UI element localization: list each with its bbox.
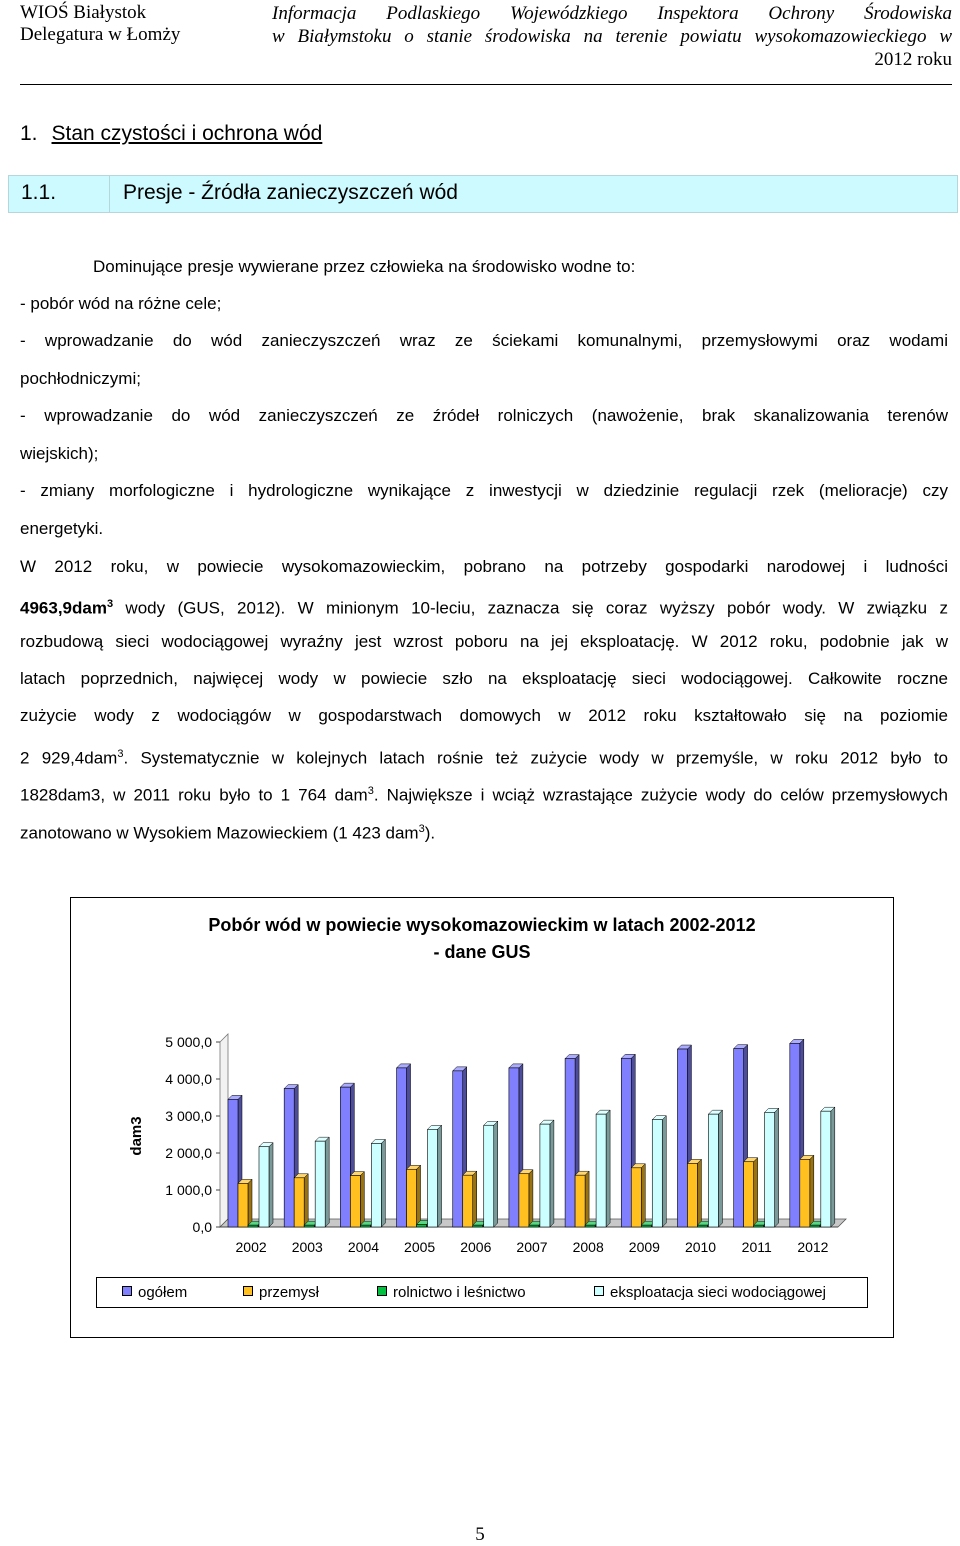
bar-side xyxy=(269,1143,273,1227)
unit-superscript: 3 xyxy=(418,823,425,835)
unit-superscript: 3 xyxy=(106,598,114,610)
x-tick-label: 2012 xyxy=(797,1239,829,1255)
bar xyxy=(810,1225,820,1227)
bullet-2-line1: - wprowadzanie do wód zanieczyszczeń wraz ze ściekami komunalnymi, przemysłowymi oraz wodami xyxy=(20,331,948,350)
x-tick-label: 2005 xyxy=(404,1239,436,1255)
bar-side xyxy=(248,1179,252,1227)
bar-side xyxy=(550,1120,554,1227)
y-axis-label: dam3 xyxy=(128,1116,145,1156)
bar xyxy=(397,1068,407,1227)
paragraph-line7-text-b: . Największe i wciąż wzrastające zużycie wody do celów przemysłowych xyxy=(373,785,948,805)
bar xyxy=(350,1176,360,1227)
y-tick-label: 3 000,0 xyxy=(165,1108,212,1124)
legend-swatch-industry xyxy=(243,1286,253,1296)
bar xyxy=(371,1143,381,1227)
bar-side xyxy=(360,1172,364,1227)
bar xyxy=(453,1071,463,1227)
bar-side xyxy=(438,1125,442,1227)
bar-side xyxy=(417,1165,421,1227)
unit-superscript: 3 xyxy=(117,748,124,760)
bar xyxy=(407,1169,417,1227)
bar-side xyxy=(697,1159,701,1227)
paragraph-line3: rozbudową sieci wodociągowej wyraźny jest wzrost poboru na jej eksploatację. W 2012 roku, podobnie jak w xyxy=(20,632,948,651)
bullet-2-line2: pochłodniczymi; xyxy=(20,369,141,388)
bar xyxy=(754,1225,764,1227)
chart-legend xyxy=(96,1277,868,1308)
header-org-line2: Delegatura w Łomży xyxy=(20,24,181,45)
page-number: 5 xyxy=(475,1524,485,1545)
bar xyxy=(800,1159,810,1227)
legend-swatch-total xyxy=(122,1286,132,1296)
bar xyxy=(473,1225,483,1227)
paragraph-line8-text-b: ). xyxy=(424,823,436,843)
legend-label-agriculture: rolnictwo i leśnictwo xyxy=(393,1284,526,1301)
x-tick-label: 2004 xyxy=(347,1239,380,1255)
x-tick-label: 2011 xyxy=(741,1239,772,1255)
legend-label-industry: przemysł xyxy=(259,1284,320,1301)
bar-side xyxy=(754,1158,758,1227)
x-tick-label: 2006 xyxy=(460,1239,492,1255)
bar-side xyxy=(606,1110,610,1227)
bar xyxy=(641,1225,651,1227)
bar xyxy=(565,1059,575,1227)
subsection-title: Presje - Źródła zanieczyszczeń wód xyxy=(123,181,458,204)
section-title: Stan czystości i ochrona wód xyxy=(51,122,323,145)
bullet-4-line2: energetyki. xyxy=(20,519,104,538)
bullet-3-line2: wiejskich); xyxy=(20,444,99,463)
x-tick-label: 2003 xyxy=(291,1239,323,1255)
bar-side xyxy=(810,1155,814,1227)
bar xyxy=(734,1049,744,1227)
bar-side xyxy=(529,1170,533,1227)
bar xyxy=(540,1124,550,1227)
paragraph-line1: W 2012 roku, w powiecie wysokomazowieckim, pobrano na potrzeby gospodarki narodowej i ludności xyxy=(20,557,948,576)
bar-side xyxy=(585,1171,589,1227)
y-tick-label: 0,0 xyxy=(192,1219,212,1235)
legend-swatch-agriculture xyxy=(377,1286,387,1296)
section-number: 1. xyxy=(20,122,38,145)
bar xyxy=(248,1225,258,1227)
x-tick-label: 2008 xyxy=(572,1239,604,1255)
bar xyxy=(360,1225,370,1227)
header-doc-line3: 2012 roku xyxy=(874,49,952,70)
bar xyxy=(821,1111,831,1227)
bar xyxy=(708,1114,718,1227)
bar xyxy=(790,1043,800,1227)
bar xyxy=(621,1058,631,1227)
bar-side xyxy=(325,1137,329,1227)
legend-label-total: ogółem xyxy=(138,1284,188,1301)
y-tick-label: 2 000,0 xyxy=(165,1145,212,1161)
bar-side xyxy=(381,1139,385,1227)
bar xyxy=(519,1174,529,1227)
bar xyxy=(687,1163,697,1227)
bar-side xyxy=(831,1107,835,1227)
unit-superscript: 3 xyxy=(367,785,374,797)
bar xyxy=(484,1125,494,1227)
y-tick-label: 4 000,0 xyxy=(165,1071,212,1087)
paragraph-line4: latach poprzednich, najwięcej wody w powiecie szło na eksploatację sieci wodociągowej. Całkowite roczne xyxy=(20,669,948,688)
bar-side xyxy=(494,1121,498,1227)
header-doc-line1: Informacja Podlaskiego Wojewódzkiego Inspektora Ochrony Środowiska xyxy=(272,3,952,24)
x-tick-label: 2009 xyxy=(628,1239,660,1255)
paragraph-line6-text: . Systematycznie w kolejnych latach rośnie też zużycie wody w przemyśle, w roku 2012 było to xyxy=(123,748,948,768)
bar xyxy=(744,1162,754,1227)
bullet-1: - pobór wód na różne cele; xyxy=(20,294,222,313)
x-tick-label: 2002 xyxy=(235,1239,267,1255)
x-tick-label: 2007 xyxy=(516,1239,548,1255)
legend-item-total xyxy=(122,1284,187,1301)
subsection-number: 1.1. xyxy=(21,181,57,204)
bar xyxy=(596,1114,606,1227)
bar xyxy=(575,1175,585,1227)
chart-title-line1: Pobór wód w powiecie wysokomazowieckim w latach 2002-2012 xyxy=(208,915,756,935)
bar xyxy=(428,1129,438,1227)
legend-item-water-network xyxy=(594,1284,826,1301)
bar-side xyxy=(718,1110,722,1227)
bar xyxy=(652,1120,662,1227)
legend-swatch-water-network xyxy=(594,1286,604,1296)
bar xyxy=(315,1141,325,1227)
y-tick-label: 5 000,0 xyxy=(165,1034,212,1050)
bar xyxy=(529,1225,539,1227)
bar xyxy=(340,1087,350,1227)
bar-side xyxy=(304,1174,308,1227)
bullet-4-line1: - zmiany morfologiczne i hydrologiczne wynikające z inwestycji w dziedzinie regulacji rzek (melioracje) czy xyxy=(20,481,948,500)
paragraph-line2-text: wody (GUS, 2012). W minionym 10-leciu, zaznacza się coraz wyższy pobór wody. W związku z xyxy=(113,598,948,618)
bar-side xyxy=(473,1171,477,1227)
household-usage-value: 2 929,4dam xyxy=(20,748,118,768)
paragraph-line8-text-a: zanotowano w Wysokiem Mazowieckiem (1 423 dam xyxy=(20,823,419,843)
bar xyxy=(294,1178,304,1227)
y-tick-label: 1 000,0 xyxy=(165,1182,212,1198)
bullet-3-line1: - wprowadzanie do wód zanieczyszczeń ze źródeł rolniczych (nawożenie, brak skanalizowania terenów xyxy=(20,406,948,425)
bar xyxy=(284,1089,294,1227)
bar xyxy=(238,1183,248,1227)
bar xyxy=(228,1099,238,1227)
bar xyxy=(259,1147,269,1227)
bar xyxy=(509,1068,519,1227)
legend-label-water-network: eksploatacja sieci wodociągowej xyxy=(610,1284,826,1301)
paragraph-line7-text-a: 1828dam3, w 2011 roku było to 1 764 dam xyxy=(20,785,368,805)
bar xyxy=(304,1225,314,1227)
bar-side xyxy=(662,1116,666,1227)
intro-text: Dominujące presje wywierane przez człowieka na środowisko wodne to: xyxy=(93,257,636,276)
legend-item-agriculture xyxy=(377,1284,526,1301)
paragraph-line5: zużycie wody z wodociągów w gospodarstwach domowych w 2012 roku kształtowało się na poziomie xyxy=(20,706,948,725)
legend-item-industry xyxy=(243,1284,319,1301)
chart-side-wall xyxy=(220,1034,228,1227)
chart-title-line2: - dane GUS xyxy=(433,942,531,962)
bar xyxy=(585,1225,595,1227)
bar-side xyxy=(641,1164,645,1227)
bar xyxy=(417,1224,427,1227)
bar xyxy=(631,1168,641,1227)
bar xyxy=(765,1112,775,1227)
bar xyxy=(697,1225,707,1227)
header-org-line1: WIOŚ Białystok xyxy=(20,2,147,23)
bar xyxy=(463,1175,473,1227)
header-doc-line2: w Białymstoku o stanie środowiska na terenie powiatu wysokomazowieckiego w xyxy=(272,26,952,47)
bar-side xyxy=(775,1108,779,1227)
total-withdrawal-value: 4963,9dam xyxy=(20,598,107,618)
x-tick-label: 2010 xyxy=(684,1239,717,1255)
bar xyxy=(677,1049,687,1227)
